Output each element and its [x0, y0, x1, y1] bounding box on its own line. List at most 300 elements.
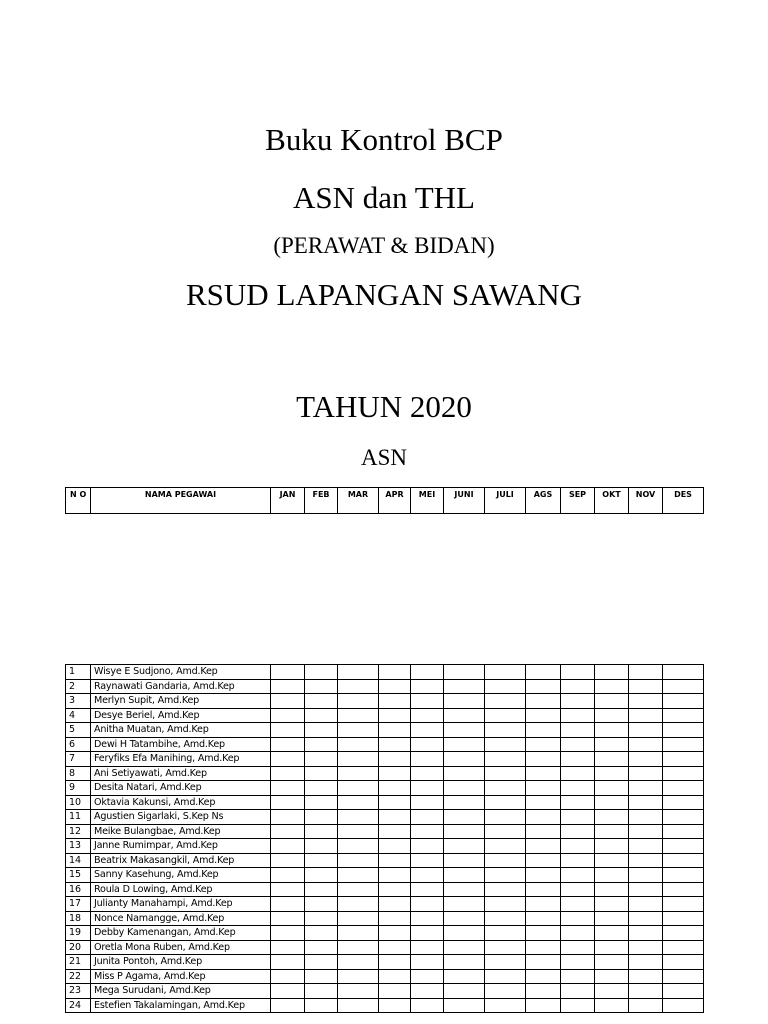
month-cell-juli[interactable] — [485, 984, 526, 999]
month-cell-okt[interactable] — [595, 984, 629, 999]
month-cell-juni[interactable] — [444, 998, 485, 1013]
month-cell-mar[interactable] — [338, 824, 379, 839]
month-cell-juni[interactable] — [444, 926, 485, 941]
month-cell-nov[interactable] — [629, 723, 663, 738]
month-cell-apr[interactable] — [379, 911, 411, 926]
month-cell-juni[interactable] — [444, 708, 485, 723]
month-cell-ags[interactable] — [526, 984, 561, 999]
month-cell-nov[interactable] — [629, 694, 663, 709]
month-cell-okt[interactable] — [595, 940, 629, 955]
month-cell-sep[interactable] — [561, 911, 595, 926]
month-cell-apr[interactable] — [379, 940, 411, 955]
month-cell-sep[interactable] — [561, 998, 595, 1013]
month-cell-okt[interactable] — [595, 969, 629, 984]
month-cell-des[interactable] — [663, 839, 704, 854]
month-cell-mar[interactable] — [338, 853, 379, 868]
month-cell-juli[interactable] — [485, 969, 526, 984]
month-cell-jan[interactable] — [271, 897, 305, 912]
month-cell-mei[interactable] — [411, 795, 444, 810]
row-number: 16 — [66, 882, 91, 897]
month-cell-mar[interactable] — [338, 868, 379, 883]
month-cell-mei[interactable] — [411, 940, 444, 955]
month-cell-mei[interactable] — [411, 665, 444, 680]
month-cell-nov[interactable] — [629, 969, 663, 984]
month-cell-juni[interactable] — [444, 824, 485, 839]
month-cell-ags[interactable] — [526, 911, 561, 926]
month-cell-okt[interactable] — [595, 737, 629, 752]
month-cell-sep[interactable] — [561, 795, 595, 810]
month-cell-apr[interactable] — [379, 998, 411, 1013]
month-cell-apr[interactable] — [379, 708, 411, 723]
month-cell-okt[interactable] — [595, 679, 629, 694]
month-cell-mar[interactable] — [338, 969, 379, 984]
month-cell-mei[interactable] — [411, 694, 444, 709]
month-cell-sep[interactable] — [561, 926, 595, 941]
month-cell-feb[interactable] — [305, 955, 338, 970]
month-cell-jan[interactable] — [271, 781, 305, 796]
month-cell-nov[interactable] — [629, 911, 663, 926]
month-cell-ags[interactable] — [526, 839, 561, 854]
month-cell-ags[interactable] — [526, 752, 561, 767]
month-cell-mei[interactable] — [411, 839, 444, 854]
month-cell-juni[interactable] — [444, 766, 485, 781]
month-cell-des[interactable] — [663, 708, 704, 723]
month-cell-juni[interactable] — [444, 911, 485, 926]
month-cell-des[interactable] — [663, 766, 704, 781]
month-cell-okt[interactable] — [595, 766, 629, 781]
month-cell-apr[interactable] — [379, 723, 411, 738]
month-cell-des[interactable] — [663, 853, 704, 868]
month-cell-nov[interactable] — [629, 998, 663, 1013]
month-cell-feb[interactable] — [305, 665, 338, 680]
month-cell-sep[interactable] — [561, 665, 595, 680]
month-cell-mar[interactable] — [338, 665, 379, 680]
month-cell-juli[interactable] — [485, 810, 526, 825]
month-cell-juni[interactable] — [444, 882, 485, 897]
month-cell-apr[interactable] — [379, 665, 411, 680]
month-cell-feb[interactable] — [305, 766, 338, 781]
month-cell-okt[interactable] — [595, 752, 629, 767]
month-cell-okt[interactable] — [595, 853, 629, 868]
month-cell-juli[interactable] — [485, 665, 526, 680]
month-cell-apr[interactable] — [379, 882, 411, 897]
month-cell-mei[interactable] — [411, 926, 444, 941]
month-cell-des[interactable] — [663, 998, 704, 1013]
month-cell-mar[interactable] — [338, 781, 379, 796]
month-cell-mei[interactable] — [411, 752, 444, 767]
month-cell-apr[interactable] — [379, 694, 411, 709]
month-cell-des[interactable] — [663, 911, 704, 926]
month-cell-juni[interactable] — [444, 969, 485, 984]
month-cell-mei[interactable] — [411, 723, 444, 738]
month-cell-apr[interactable] — [379, 853, 411, 868]
month-cell-sep[interactable] — [561, 766, 595, 781]
month-cell-jan[interactable] — [271, 955, 305, 970]
table-row — [66, 795, 704, 810]
month-cell-des[interactable] — [663, 926, 704, 941]
month-cell-ags[interactable] — [526, 824, 561, 839]
month-cell-apr[interactable] — [379, 781, 411, 796]
month-cell-des[interactable] — [663, 810, 704, 825]
month-cell-juni[interactable] — [444, 723, 485, 738]
table-row — [66, 810, 704, 825]
month-cell-mei[interactable] — [411, 708, 444, 723]
month-cell-mar[interactable] — [338, 795, 379, 810]
month-cell-feb[interactable] — [305, 694, 338, 709]
month-cell-mei[interactable] — [411, 897, 444, 912]
month-cell-mar[interactable] — [338, 926, 379, 941]
month-cell-feb[interactable] — [305, 984, 338, 999]
month-cell-sep[interactable] — [561, 723, 595, 738]
month-cell-ags[interactable] — [526, 781, 561, 796]
month-cell-jan[interactable] — [271, 737, 305, 752]
month-cell-mei[interactable] — [411, 853, 444, 868]
month-cell-ags[interactable] — [526, 998, 561, 1013]
month-cell-juli[interactable] — [485, 723, 526, 738]
month-cell-juli[interactable] — [485, 708, 526, 723]
month-cell-juni[interactable] — [444, 955, 485, 970]
month-cell-feb[interactable] — [305, 853, 338, 868]
month-cell-jan[interactable] — [271, 810, 305, 825]
month-cell-okt[interactable] — [595, 824, 629, 839]
month-cell-nov[interactable] — [629, 737, 663, 752]
month-cell-okt[interactable] — [595, 955, 629, 970]
month-cell-mar[interactable] — [338, 766, 379, 781]
month-cell-apr[interactable] — [379, 810, 411, 825]
month-cell-mei[interactable] — [411, 969, 444, 984]
month-cell-sep[interactable] — [561, 752, 595, 767]
month-cell-mei[interactable] — [411, 868, 444, 883]
employee-name: Feryfiks Efa Manihing, Amd.Kep — [91, 752, 271, 767]
month-cell-jan[interactable] — [271, 882, 305, 897]
month-cell-feb[interactable] — [305, 882, 338, 897]
month-cell-mei[interactable] — [411, 781, 444, 796]
month-cell-ags[interactable] — [526, 940, 561, 955]
month-cell-ags[interactable] — [526, 882, 561, 897]
month-cell-jan[interactable] — [271, 998, 305, 1013]
month-cell-nov[interactable] — [629, 853, 663, 868]
month-cell-apr[interactable] — [379, 766, 411, 781]
header-month-apr: APR — [379, 488, 411, 514]
month-cell-mar[interactable] — [338, 911, 379, 926]
month-cell-sep[interactable] — [561, 839, 595, 854]
month-cell-nov[interactable] — [629, 984, 663, 999]
month-cell-ags[interactable] — [526, 795, 561, 810]
month-cell-sep[interactable] — [561, 969, 595, 984]
month-cell-mei[interactable] — [411, 911, 444, 926]
month-cell-jan[interactable] — [271, 984, 305, 999]
month-cell-des[interactable] — [663, 897, 704, 912]
table-row — [66, 998, 704, 1013]
month-cell-juli[interactable] — [485, 955, 526, 970]
month-cell-feb[interactable] — [305, 868, 338, 883]
month-cell-jan[interactable] — [271, 679, 305, 694]
month-cell-jan[interactable] — [271, 969, 305, 984]
month-cell-mar[interactable] — [338, 708, 379, 723]
month-cell-juli[interactable] — [485, 737, 526, 752]
month-cell-apr[interactable] — [379, 752, 411, 767]
month-cell-feb[interactable] — [305, 752, 338, 767]
month-cell-feb[interactable] — [305, 897, 338, 912]
month-cell-feb[interactable] — [305, 737, 338, 752]
month-cell-feb[interactable] — [305, 911, 338, 926]
month-cell-ags[interactable] — [526, 853, 561, 868]
month-cell-juli[interactable] — [485, 679, 526, 694]
month-cell-feb[interactable] — [305, 795, 338, 810]
month-cell-nov[interactable] — [629, 679, 663, 694]
month-cell-mei[interactable] — [411, 810, 444, 825]
month-cell-mar[interactable] — [338, 679, 379, 694]
month-cell-juli[interactable] — [485, 940, 526, 955]
month-cell-juni[interactable] — [444, 868, 485, 883]
month-cell-mei[interactable] — [411, 998, 444, 1013]
month-cell-sep[interactable] — [561, 940, 595, 955]
month-cell-okt[interactable] — [595, 882, 629, 897]
month-cell-ags[interactable] — [526, 766, 561, 781]
month-cell-sep[interactable] — [561, 708, 595, 723]
month-cell-nov[interactable] — [629, 882, 663, 897]
month-cell-okt[interactable] — [595, 708, 629, 723]
row-number: 13 — [66, 839, 91, 854]
month-cell-feb[interactable] — [305, 926, 338, 941]
month-cell-feb[interactable] — [305, 723, 338, 738]
month-cell-mei[interactable] — [411, 984, 444, 999]
month-cell-okt[interactable] — [595, 781, 629, 796]
month-cell-des[interactable] — [663, 795, 704, 810]
month-cell-ags[interactable] — [526, 665, 561, 680]
month-cell-jan[interactable] — [271, 853, 305, 868]
month-cell-mar[interactable] — [338, 752, 379, 767]
month-cell-ags[interactable] — [526, 868, 561, 883]
month-cell-feb[interactable] — [305, 969, 338, 984]
month-cell-jan[interactable] — [271, 665, 305, 680]
month-cell-juli[interactable] — [485, 795, 526, 810]
month-cell-juli[interactable] — [485, 926, 526, 941]
month-cell-jan[interactable] — [271, 839, 305, 854]
month-cell-apr[interactable] — [379, 795, 411, 810]
month-cell-juli[interactable] — [485, 998, 526, 1013]
month-cell-des[interactable] — [663, 737, 704, 752]
month-cell-nov[interactable] — [629, 897, 663, 912]
month-cell-juni[interactable] — [444, 665, 485, 680]
employee-name: Estefien Takalamingan, Amd.Kep — [91, 998, 271, 1013]
month-cell-feb[interactable] — [305, 940, 338, 955]
month-cell-des[interactable] — [663, 940, 704, 955]
month-cell-apr[interactable] — [379, 679, 411, 694]
month-cell-des[interactable] — [663, 679, 704, 694]
month-cell-nov[interactable] — [629, 824, 663, 839]
month-cell-juni[interactable] — [444, 795, 485, 810]
month-cell-sep[interactable] — [561, 984, 595, 999]
month-cell-juni[interactable] — [444, 839, 485, 854]
month-cell-jan[interactable] — [271, 795, 305, 810]
month-cell-juni[interactable] — [444, 940, 485, 955]
month-cell-nov[interactable] — [629, 708, 663, 723]
month-cell-mei[interactable] — [411, 766, 444, 781]
month-cell-ags[interactable] — [526, 969, 561, 984]
month-cell-sep[interactable] — [561, 810, 595, 825]
month-cell-mar[interactable] — [338, 955, 379, 970]
month-cell-juli[interactable] — [485, 694, 526, 709]
month-cell-nov[interactable] — [629, 926, 663, 941]
month-cell-juni[interactable] — [444, 737, 485, 752]
month-cell-sep[interactable] — [561, 882, 595, 897]
month-cell-okt[interactable] — [595, 810, 629, 825]
table-row — [66, 911, 704, 926]
month-cell-mei[interactable] — [411, 955, 444, 970]
employee-name: Dewi H Tatambihe, Amd.Kep — [91, 737, 271, 752]
month-cell-juli[interactable] — [485, 911, 526, 926]
month-cell-mar[interactable] — [338, 723, 379, 738]
month-cell-jan[interactable] — [271, 752, 305, 767]
month-cell-okt[interactable] — [595, 926, 629, 941]
month-cell-ags[interactable] — [526, 694, 561, 709]
month-cell-sep[interactable] — [561, 868, 595, 883]
month-cell-sep[interactable] — [561, 694, 595, 709]
month-cell-feb[interactable] — [305, 679, 338, 694]
month-cell-mar[interactable] — [338, 737, 379, 752]
month-cell-juli[interactable] — [485, 781, 526, 796]
month-cell-apr[interactable] — [379, 737, 411, 752]
month-cell-feb[interactable] — [305, 824, 338, 839]
month-cell-jan[interactable] — [271, 708, 305, 723]
month-cell-mar[interactable] — [338, 694, 379, 709]
month-cell-juni[interactable] — [444, 897, 485, 912]
month-cell-mar[interactable] — [338, 839, 379, 854]
month-cell-feb[interactable] — [305, 810, 338, 825]
month-cell-ags[interactable] — [526, 810, 561, 825]
month-cell-sep[interactable] — [561, 737, 595, 752]
month-cell-mar[interactable] — [338, 882, 379, 897]
month-cell-des[interactable] — [663, 882, 704, 897]
month-cell-apr[interactable] — [379, 969, 411, 984]
month-cell-mei[interactable] — [411, 824, 444, 839]
month-cell-okt[interactable] — [595, 998, 629, 1013]
month-cell-ags[interactable] — [526, 737, 561, 752]
month-cell-ags[interactable] — [526, 708, 561, 723]
month-cell-jan[interactable] — [271, 926, 305, 941]
month-cell-nov[interactable] — [629, 839, 663, 854]
month-cell-ags[interactable] — [526, 955, 561, 970]
month-cell-feb[interactable] — [305, 839, 338, 854]
month-cell-juni[interactable] — [444, 752, 485, 767]
month-cell-feb[interactable] — [305, 998, 338, 1013]
month-cell-mei[interactable] — [411, 679, 444, 694]
month-cell-juni[interactable] — [444, 853, 485, 868]
month-cell-apr[interactable] — [379, 955, 411, 970]
month-cell-jan[interactable] — [271, 766, 305, 781]
month-cell-mar[interactable] — [338, 984, 379, 999]
month-cell-mar[interactable] — [338, 810, 379, 825]
month-cell-juli[interactable] — [485, 824, 526, 839]
month-cell-des[interactable] — [663, 824, 704, 839]
month-cell-des[interactable] — [663, 752, 704, 767]
month-cell-juli[interactable] — [485, 766, 526, 781]
month-cell-ags[interactable] — [526, 723, 561, 738]
month-cell-nov[interactable] — [629, 795, 663, 810]
month-cell-apr[interactable] — [379, 839, 411, 854]
month-cell-des[interactable] — [663, 665, 704, 680]
month-cell-juli[interactable] — [485, 752, 526, 767]
month-cell-mar[interactable] — [338, 940, 379, 955]
month-cell-des[interactable] — [663, 781, 704, 796]
month-cell-sep[interactable] — [561, 824, 595, 839]
month-cell-des[interactable] — [663, 955, 704, 970]
month-cell-jan[interactable] — [271, 940, 305, 955]
month-cell-nov[interactable] — [629, 868, 663, 883]
month-cell-juni[interactable] — [444, 810, 485, 825]
table-row — [66, 984, 704, 999]
month-cell-sep[interactable] — [561, 897, 595, 912]
month-cell-mei[interactable] — [411, 737, 444, 752]
month-cell-jan[interactable] — [271, 911, 305, 926]
month-cell-nov[interactable] — [629, 665, 663, 680]
month-cell-nov[interactable] — [629, 940, 663, 955]
month-cell-juni[interactable] — [444, 694, 485, 709]
month-cell-mar[interactable] — [338, 897, 379, 912]
month-cell-sep[interactable] — [561, 781, 595, 796]
month-cell-jan[interactable] — [271, 694, 305, 709]
month-cell-nov[interactable] — [629, 752, 663, 767]
month-cell-apr[interactable] — [379, 868, 411, 883]
month-cell-juli[interactable] — [485, 882, 526, 897]
month-cell-apr[interactable] — [379, 984, 411, 999]
month-cell-juni[interactable] — [444, 984, 485, 999]
month-cell-juli[interactable] — [485, 897, 526, 912]
month-cell-nov[interactable] — [629, 810, 663, 825]
month-cell-nov[interactable] — [629, 781, 663, 796]
month-cell-nov[interactable] — [629, 766, 663, 781]
month-cell-okt[interactable] — [595, 694, 629, 709]
month-cell-des[interactable] — [663, 694, 704, 709]
employee-name: Ani Setiyawati, Amd.Kep — [91, 766, 271, 781]
month-cell-okt[interactable] — [595, 839, 629, 854]
month-cell-mei[interactable] — [411, 882, 444, 897]
month-cell-juli[interactable] — [485, 868, 526, 883]
month-cell-mar[interactable] — [338, 998, 379, 1013]
month-cell-nov[interactable] — [629, 955, 663, 970]
month-cell-feb[interactable] — [305, 781, 338, 796]
month-cell-jan[interactable] — [271, 824, 305, 839]
month-cell-des[interactable] — [663, 984, 704, 999]
month-cell-des[interactable] — [663, 868, 704, 883]
month-cell-okt[interactable] — [595, 665, 629, 680]
month-cell-okt[interactable] — [595, 723, 629, 738]
month-cell-ags[interactable] — [526, 926, 561, 941]
month-cell-sep[interactable] — [561, 955, 595, 970]
month-cell-ags[interactable] — [526, 679, 561, 694]
month-cell-apr[interactable] — [379, 824, 411, 839]
month-cell-apr[interactable] — [379, 897, 411, 912]
month-cell-okt[interactable] — [595, 868, 629, 883]
month-cell-jan[interactable] — [271, 723, 305, 738]
month-cell-juni[interactable] — [444, 781, 485, 796]
month-cell-okt[interactable] — [595, 911, 629, 926]
month-cell-okt[interactable] — [595, 795, 629, 810]
month-cell-juli[interactable] — [485, 853, 526, 868]
month-cell-jan[interactable] — [271, 868, 305, 883]
month-cell-sep[interactable] — [561, 679, 595, 694]
month-cell-juni[interactable] — [444, 679, 485, 694]
month-cell-des[interactable] — [663, 969, 704, 984]
month-cell-des[interactable] — [663, 723, 704, 738]
month-cell-feb[interactable] — [305, 708, 338, 723]
month-cell-juli[interactable] — [485, 839, 526, 854]
month-cell-okt[interactable] — [595, 897, 629, 912]
month-cell-apr[interactable] — [379, 926, 411, 941]
month-cell-sep[interactable] — [561, 853, 595, 868]
month-cell-ags[interactable] — [526, 897, 561, 912]
